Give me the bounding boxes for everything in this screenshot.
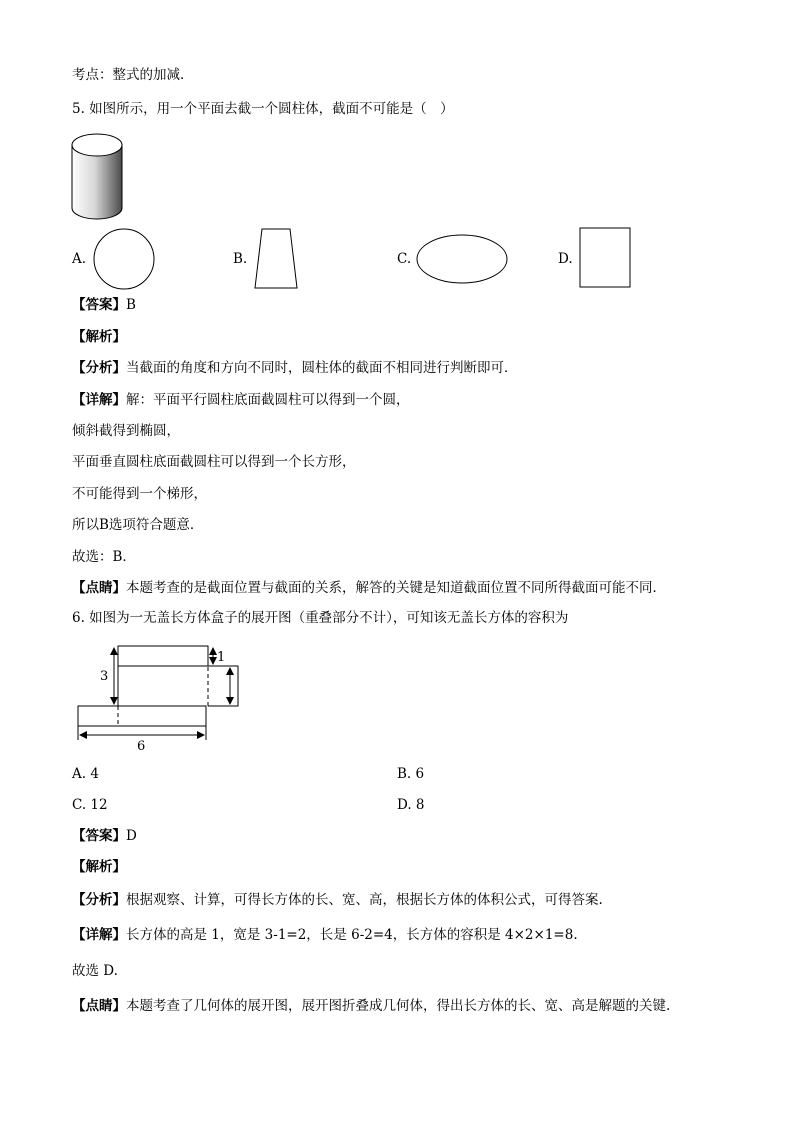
q6-option-a: A. 4 [72, 766, 99, 782]
q5-option-a-label: A. [72, 251, 87, 267]
q5-xiangjie: 【详解】解：平面平行圆柱底面截圆柱可以得到一个圆， [72, 392, 410, 408]
q5-option-c-label: C. [397, 251, 412, 267]
q6-option-b: B. 6 [397, 766, 425, 782]
trapezoid-shape [252, 227, 300, 291]
q5-xiangjie-line5: 所以B选项符合题意． [72, 517, 204, 533]
q6-answer: 【答案】D [72, 828, 137, 844]
q6-jiexi: 【解析】 [72, 859, 126, 875]
q6-fenxi: 【分析】根据观察、计算，可得长方体的长、宽、高，根据长方体的体积公式，可得答案. [72, 892, 603, 908]
q6-guxuan: 故选 D. [72, 963, 118, 979]
q5-xiangjie-line2: 倾斜截得到椭圆， [72, 423, 180, 439]
kaodian-line: 考点：整式的加减． [72, 67, 194, 83]
box-net-figure [70, 640, 250, 752]
ellipse-shape [414, 232, 510, 286]
fig-label-height: 3 [100, 669, 109, 684]
q5-option-d-label: D. [558, 251, 573, 267]
q6-dianjing: 【点睛】本题考查了几何体的展开图，展开图折叠成几何体，得出长方体的长、宽、高是解题的关键. [72, 998, 671, 1014]
q5-stem: 5. 如图所示，用一个平面去截一个圆柱体，截面不可能是（ ） [72, 101, 454, 117]
q5-xiangjie-line3: 平面垂直圆柱底面截圆柱可以得到一个长方形， [72, 454, 356, 470]
q6-xiangjie: 【详解】长方体的高是 1，宽是 3-1=2，长是 6-2=4，长方体的容积是 4×2×1=8. [72, 927, 578, 943]
q5-option-b-label: B. [233, 251, 248, 267]
q5-fenxi: 【分析】当截面的角度和方向不同时，圆柱体的截面不相同进行判断即可． [72, 360, 518, 376]
q6-stem: 6. 如图为一无盖长方体盒子的展开图（重叠部分不计），可知该无盖长方体的容积为 [72, 610, 569, 626]
q6-option-d: D. 8 [397, 797, 425, 813]
rectangle-shape [578, 226, 634, 290]
fig-label-top: 1 [217, 650, 226, 665]
circle-shape [92, 227, 156, 291]
q5-xiangjie-line4: 不可能得到一个梯形， [72, 486, 207, 502]
q5-jiexi: 【解析】 [72, 329, 126, 345]
q5-guxuan: 故选：B． [72, 549, 136, 565]
fig-label-width: 6 [137, 739, 146, 752]
q5-dianjing: 【点睛】本题考查的是截面位置与截面的关系，解答的关键是知道截面位置不同所得截面可能不同． [72, 580, 666, 596]
q6-option-c: C. 12 [72, 797, 108, 813]
cylinder-figure [70, 132, 126, 222]
q5-answer: 【答案】B [72, 297, 136, 313]
